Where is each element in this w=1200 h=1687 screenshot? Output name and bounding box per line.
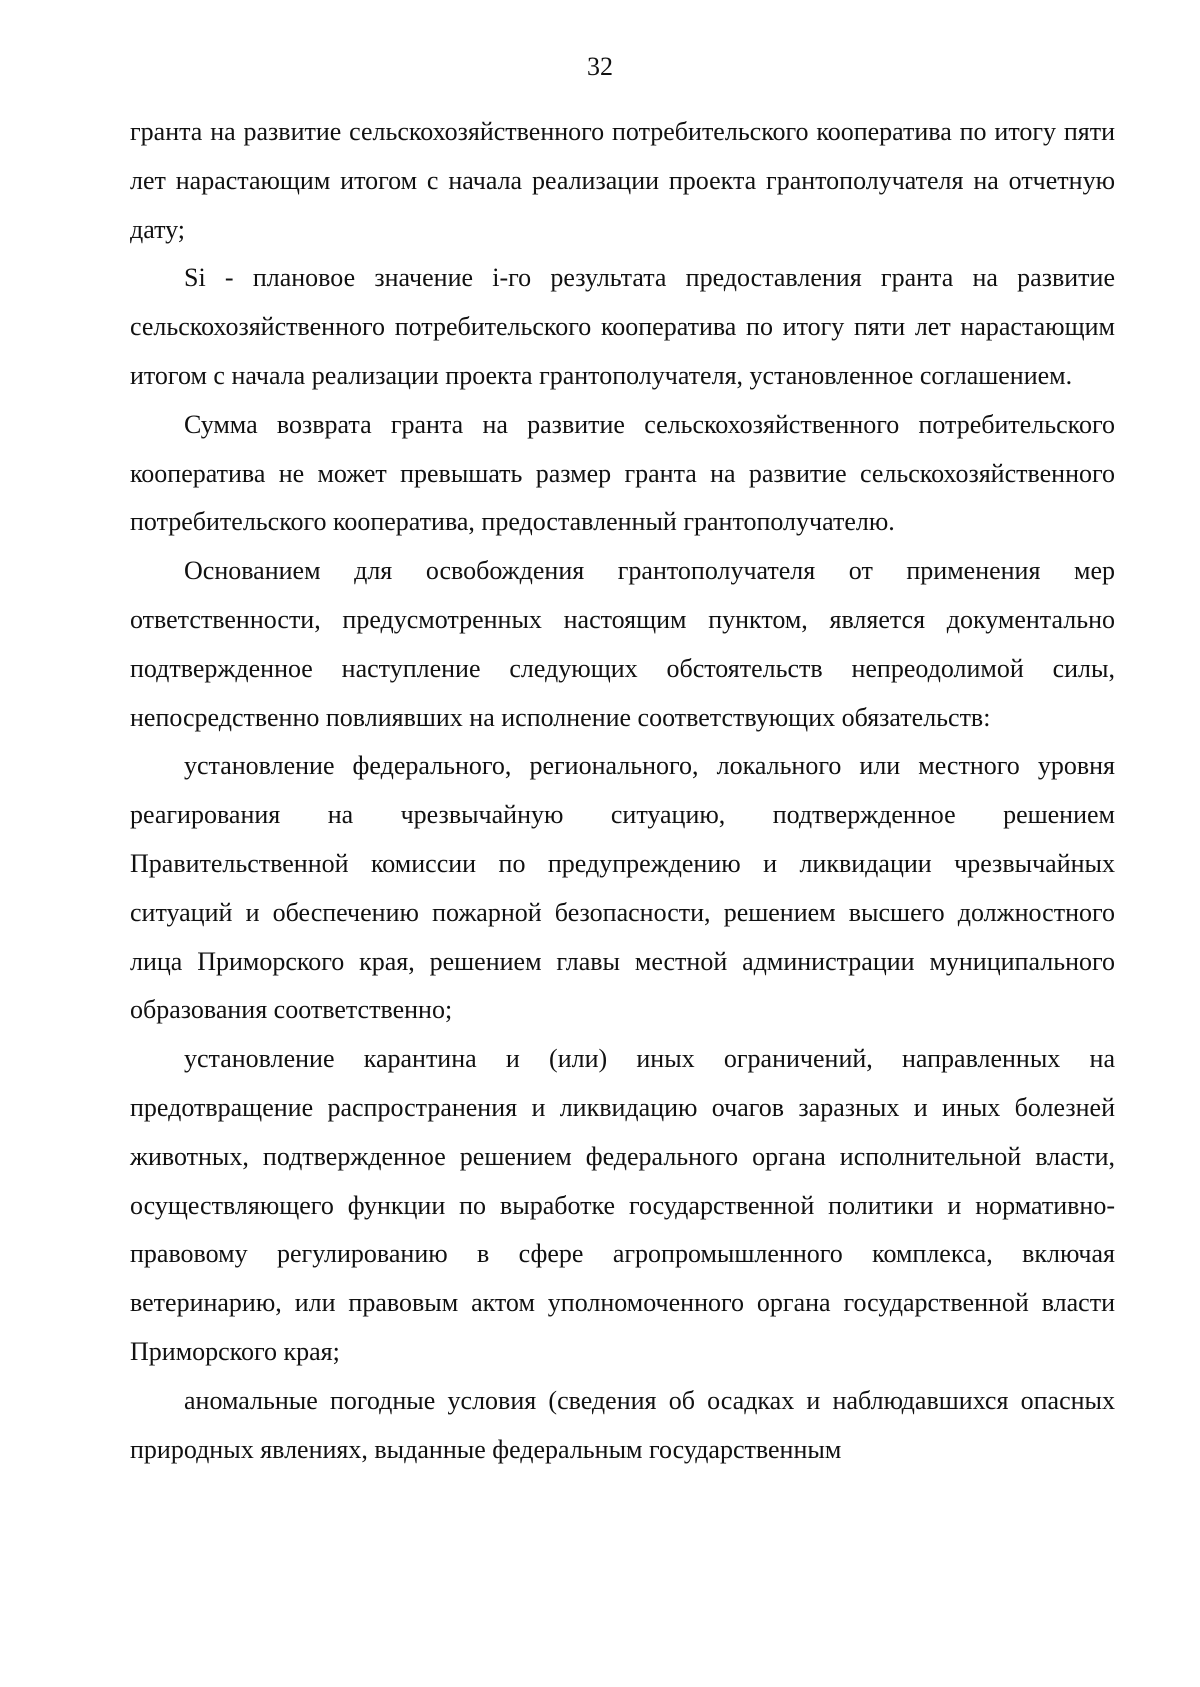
- paragraph: установление федерального, регионального, локального или местного уровня реагирования на чрезвычайную ситуацию, подтвержденное решением Правительственной комиссии по предупреждению и ликвидации чрезвычайных ситуаций и обеспечению пожарной безопасности, решением высшего должностного лица Приморского края, решением главы местной администрации муниципального образования соответственно;: [130, 751, 1115, 1025]
- paragraph: Основанием для освобождения грантополучателя от применения мер ответственности, предусмотренных настоящим пунктом, является документально подтвержденное наступление следующих обстоятельств непреодолимой силы, непосредственно повлиявших на исполнение соответствующих обязательств:: [130, 556, 1115, 732]
- page-number: 32: [587, 52, 613, 81]
- paragraph: установление карантина и (или) иных ограничений, направленных на предотвращение распространения и ликвидацию очагов заразных и иных болезней животных, подтвержденное решением федерального органа исполнительной власти, осуществляющего функции по выработке государственной политики и нормативно-правовому регулированию в сфере агропромышленного комплекса, включая ветеринарию, или правовым актом уполномоченного органа государственной власти Приморского края;: [130, 1044, 1115, 1366]
- paragraph: аномальные погодные условия (сведения об осадках и наблюдавшихся опасных природных явлениях, выданные федеральным государственным: [130, 1385, 1115, 1464]
- paragraph: Сумма возврата гранта на развитие сельскохозяйственного потребительского кооператива не может превышать размер гранта на развитие сельскохозяйственного потребительского кооператива, предоставленный грантополучателю.: [130, 409, 1115, 537]
- paragraph: Si - плановое значение i-го результата предоставления гранта на развитие сельскохозяйственного потребительского кооператива по итогу пяти лет нарастающим итогом с начала реализации проекта грантополучателя, установленное соглашением.: [130, 263, 1115, 390]
- paragraph: гранта на развитие сельскохозяйственного потребительского кооператива по итогу пяти лет нарастающим итогом с начала реализации проекта грантополучателя на отчетную дату;: [130, 117, 1115, 244]
- document-body: [130, 108, 1115, 1474]
